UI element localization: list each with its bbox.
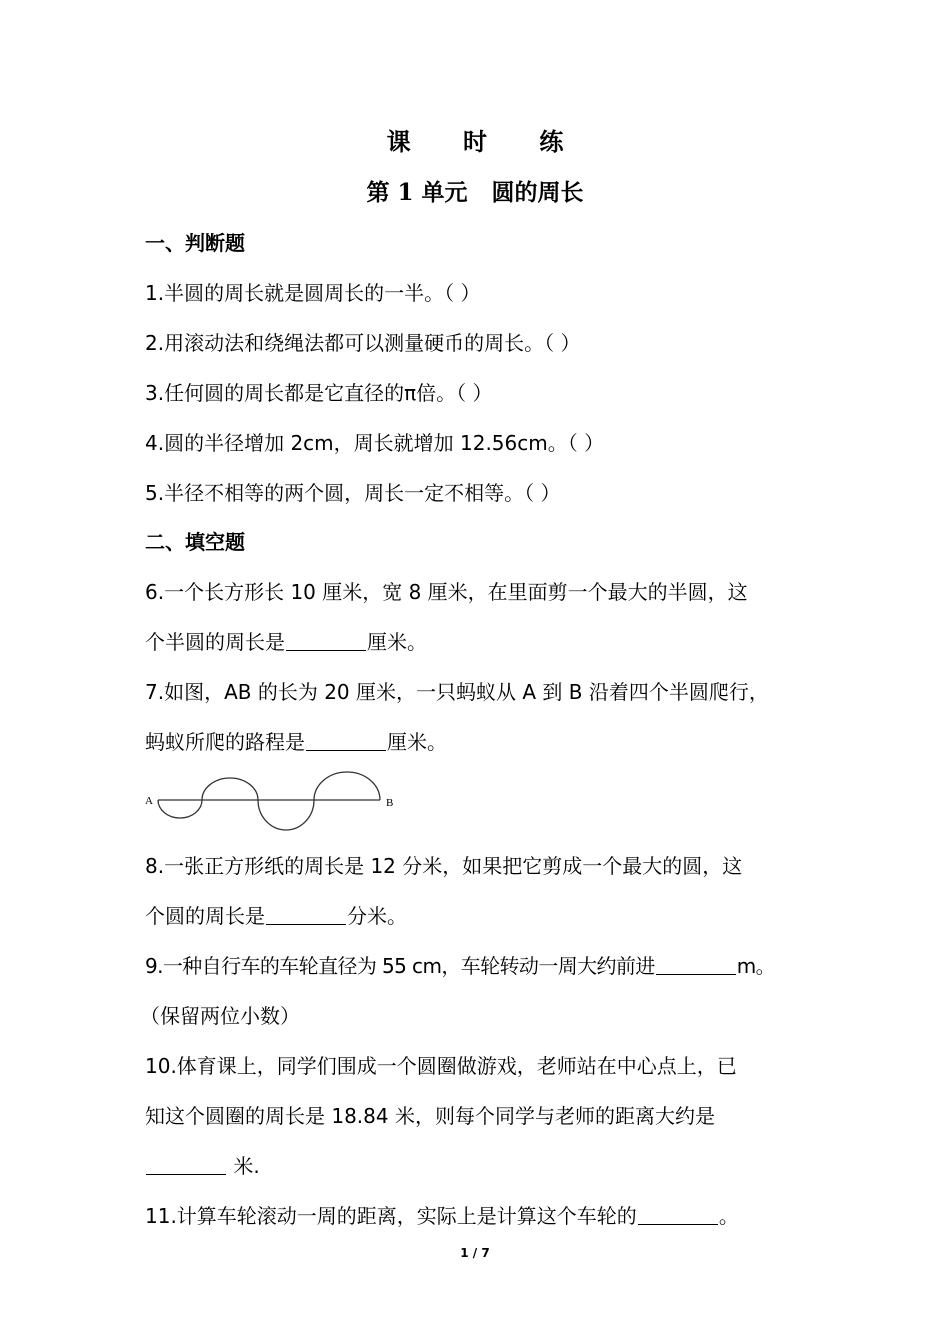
question-5: 5.半径不相等的两个圆，周长一定不相等。（ ） [145,481,561,505]
semicircle-3 [258,800,314,830]
question-1: 1.半圆的周长就是圆周长的一半。（ ） [145,281,481,305]
section-heading-fill-blank: 二、填空题 [145,530,245,554]
question-8-line-1: 8.一张正方形纸的周长是 12 分米，如果把它剪成一个最大的圆，这 [145,854,743,878]
question-10-unit: 米. [227,1154,260,1178]
question-11-text: 11.计算车轮滚动一周的距离，实际上是计算这个车轮的 [145,1204,637,1228]
question-6-text: 个半圆的周长是 [145,630,285,654]
semicircle-path-figure [140,762,410,834]
question-7-unit: 厘米。 [387,730,447,754]
answer-blank-11[interactable] [638,1206,718,1225]
page-number: 1 / 7 [460,1246,490,1260]
unit-subtitle: 第 1 单元 圆的周长 [366,179,584,206]
question-9-unit: m。 [736,954,776,978]
question-6-line-2 [145,626,427,655]
question-8-text: 个圆的周长是 [145,904,265,928]
answer-blank-6[interactable] [286,632,366,651]
question-8-unit: 分米。 [347,904,407,928]
question-8-line-2 [145,900,407,929]
section-heading-judgment: 一、判断题 [145,231,245,255]
point-label-b: B [386,797,394,809]
question-10-line-2: 知这个圆圈的周长是 18.84 米，则每个同学与老师的距离大约是 [145,1104,715,1128]
answer-blank-10[interactable] [146,1156,226,1175]
semicircle-4 [314,772,380,800]
question-2: 2.用滚动法和绕绳法都可以测量硬币的周长。（ ） [145,331,581,355]
answer-blank-9[interactable] [656,956,736,975]
question-10-line-3 [145,1150,260,1179]
question-7-line-1: 7.如图，AB 的长为 20 厘米，一只蚂蚁从 A 到 B 沿着四个半圆爬行， [145,680,769,704]
question-3: 3.任何圆的周长都是它直径的π倍。（ ） [145,381,493,405]
question-6-line-1: 6.一个长方形长 10 厘米，宽 8 厘米，在里面剪一个最大的半圆，这 [145,580,748,604]
question-11 [145,1200,739,1229]
question-9-line-2: （保留两位小数） [140,1004,300,1028]
point-label-a: A [145,795,153,807]
answer-blank-7[interactable] [306,732,386,751]
question-7-text: 蚂蚁所爬的路程是 [145,730,305,754]
question-4: 4.圆的半径增加 2cm，周长就增加 12.56cm。（ ） [145,431,605,455]
page-title: 课 时 练 [386,127,586,156]
semicircle-1 [158,800,202,818]
answer-blank-8[interactable] [266,906,346,925]
question-7-line-2 [145,726,447,755]
question-11-end: 。 [718,1204,739,1228]
question-9-line-1 [145,950,775,979]
question-10-line-1: 10.体育课上，同学们围成一个圆圈做游戏，老师站在中心点上，已 [145,1054,737,1078]
question-6-unit: 厘米。 [367,630,427,654]
question-9-text: 9.一种自行车的车轮直径为 55 cm，车轮转动一周大约前进 [145,954,655,978]
semicircle-2 [202,778,258,800]
